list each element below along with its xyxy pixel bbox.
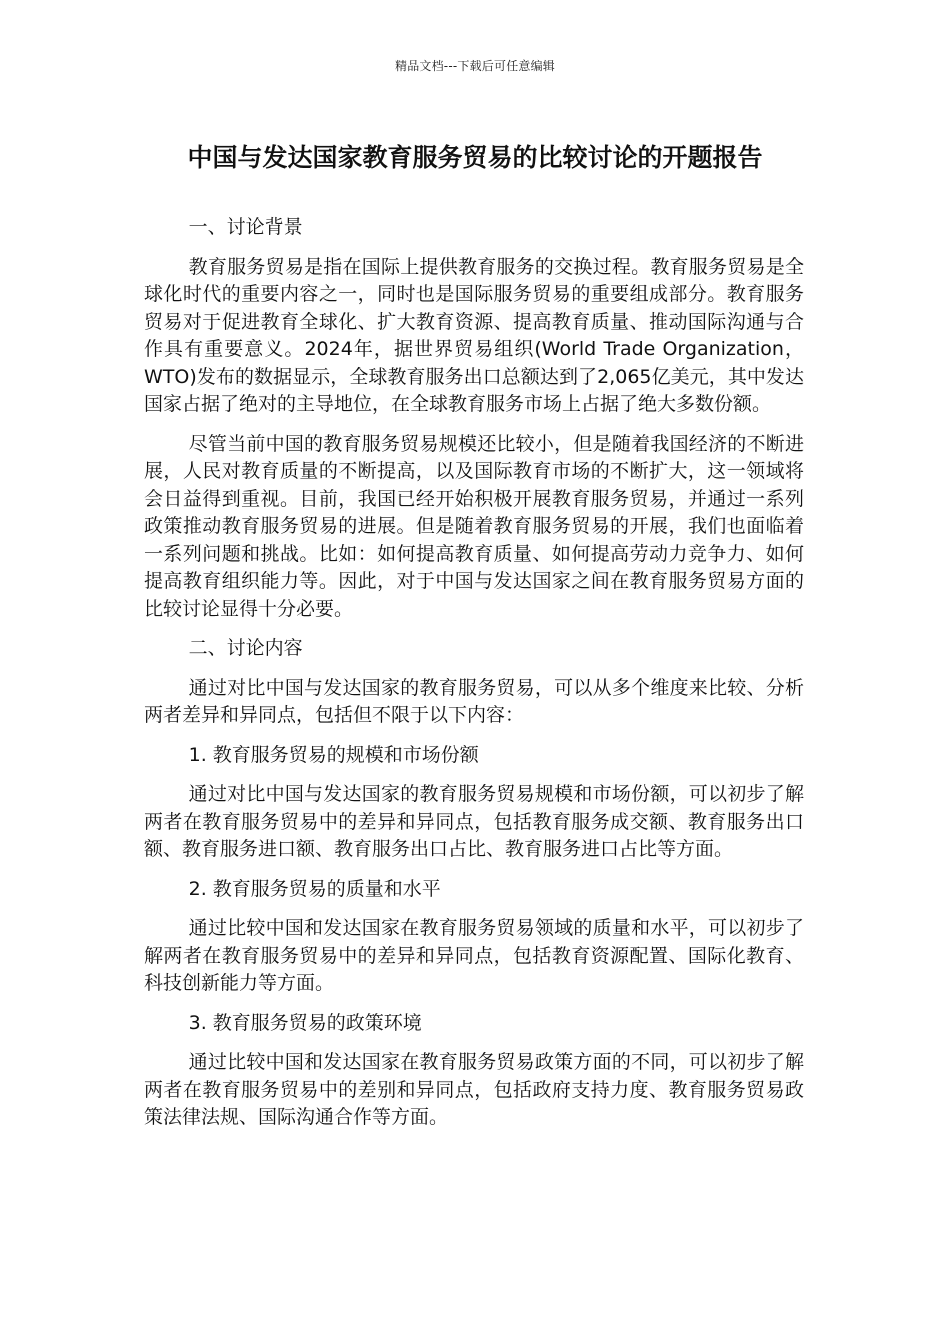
document-title: 中国与发达国家教育服务贸易的比较讨论的开题报告 bbox=[187, 143, 763, 172]
header-note: 精品文档---下载后可任意编辑 bbox=[395, 59, 555, 73]
document-body bbox=[144, 214, 804, 1144]
paragraph-background-2: 尽管当前中国的教育服务贸易规模还比较小，但是随着我国经济的不断进展，人民对教育质量的不断提高，以及国际教育市场的不断扩大，这一领域将会日益得到重视。目前，我国已经开始积极开展教育服务贸易，并通过一系列政策推动教育服务贸易的进展。但是随着教育服务贸易的开展，我们也面临着一系列问题和挑战。比如：如何提高教育质量、如何提高劳动力竞争力、如何提高教育组织能力等。因此，对于中国与发达国家之间在教育服务贸易方面的比较讨论显得十分必要。 bbox=[144, 432, 804, 620]
subheading-policy: 3. 教育服务贸易的政策环境 bbox=[188, 1011, 422, 1034]
section-heading-content: 二、讨论内容 bbox=[188, 637, 303, 659]
paragraph-scale: 通过对比中国与发达国家的教育服务贸易规模和市场份额，可以初步了解两者在教育服务贸易中的差异和异同点，包括教育服务成交额、教育服务出口额、教育服务进口额、教育服务出口占比、教育服务进口占比等方面。 bbox=[144, 783, 804, 860]
paragraph-quality: 通过比较中国和发达国家在教育服务贸易领域的质量和水平，可以初步了解两者在教育服务贸易中的差异和异同点，包括教育资源配置、国际化教育、科技创新能力等方面。 bbox=[144, 917, 804, 994]
section-heading-background: 一、讨论背景 bbox=[188, 216, 303, 238]
paragraph-policy: 通过比较中国和发达国家在教育服务贸易政策方面的不同，可以初步了解两者在教育服务贸易中的差别和异同点，包括政府支持力度、教育服务贸易政策法律法规、国际沟通合作等方面。 bbox=[144, 1051, 804, 1128]
subheading-quality: 2. 教育服务贸易的质量和水平 bbox=[188, 877, 441, 900]
paragraph-background-1: 教育服务贸易是指在国际上提供教育服务的交换过程。教育服务贸易是全球化时代的重要内容之一，同时也是国际服务贸易的重要组成部分。教育服务贸易对于促进教育全球化、扩大教育资源、提高教育质量、推动国际沟通与合作具有重要意义。2024年，据世界贸易组织(World Trade Organization，WTO)发布的数据显示，全球教育服务出口总额达到了2,065亿美元，其中发达国家占据了绝对的主导地位，在全球教育服务市场上占据了绝大多数份额。 bbox=[144, 255, 804, 415]
subheading-scale: 1. 教育服务贸易的规模和市场份额 bbox=[188, 743, 479, 766]
paragraph-content-intro: 通过对比中国与发达国家的教育服务贸易，可以从多个维度来比较、分析两者差异和异同点，包括但不限于以下内容： bbox=[144, 676, 804, 726]
